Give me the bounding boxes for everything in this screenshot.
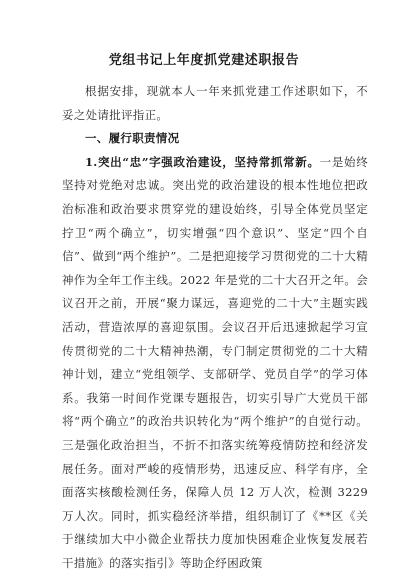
document-body: [62, 80, 368, 575]
document-title: 党组书记上年度抓党建述职报告: [108, 53, 300, 68]
subsection-lead: 1.突出“忠”字强政治建设，坚持常抓常新。: [85, 154, 320, 169]
section-heading: 一、履行职责情况: [85, 131, 180, 146]
subsection-paragraph: [62, 151, 368, 576]
intro-paragraph: 根据安排，现就本人一年来抓党建工作述职如下，不妥之处请批评指正。: [62, 84, 368, 122]
subsection-body: 一是始终坚持对党绝对忠诚。突出党的政治建设的根本性地位把政治标准和政治要求贯穿党的建设始终，引导全体党员坚定拧卫“两个确立”，切实增强“四个意识”、坚定“四个自信”、做到“两个维护”。二是把迎接学习贯彻党的二十大精神作为全年工作主线。2022 年是党的二十大召开之年。会议召开之前，开展“聚力谋远，喜迎党的二十大”主题实践活动，营造浓厚的喜迎氛围。会议召开后迅速掀起学习宣传贯彻党的二十大精神热潮，专门制定贯彻党的二十大精神计划，建立“党组领学、支部研学、党员自学”的学习体系。我第一时间作党课专题报告，切实引导广大党员干部将“两个确立”的政治共识转化为“两个维护”的自觉行动。三是强化政治担当，不折不扣落实统筹疫情防控和经济发展任务。面对严峻的疫情形势，迅速反应、科学有序，全面落实核酸检测任务，保障人员 12 万人次，检测 3229 万人次。同时，抓实稳经济举措，组织制订了《**区《关于继续加大中小微企业帮扶力度加快困难企业恢复发展若干措施》的落实指引》等助企纾困政策: [62, 154, 368, 570]
